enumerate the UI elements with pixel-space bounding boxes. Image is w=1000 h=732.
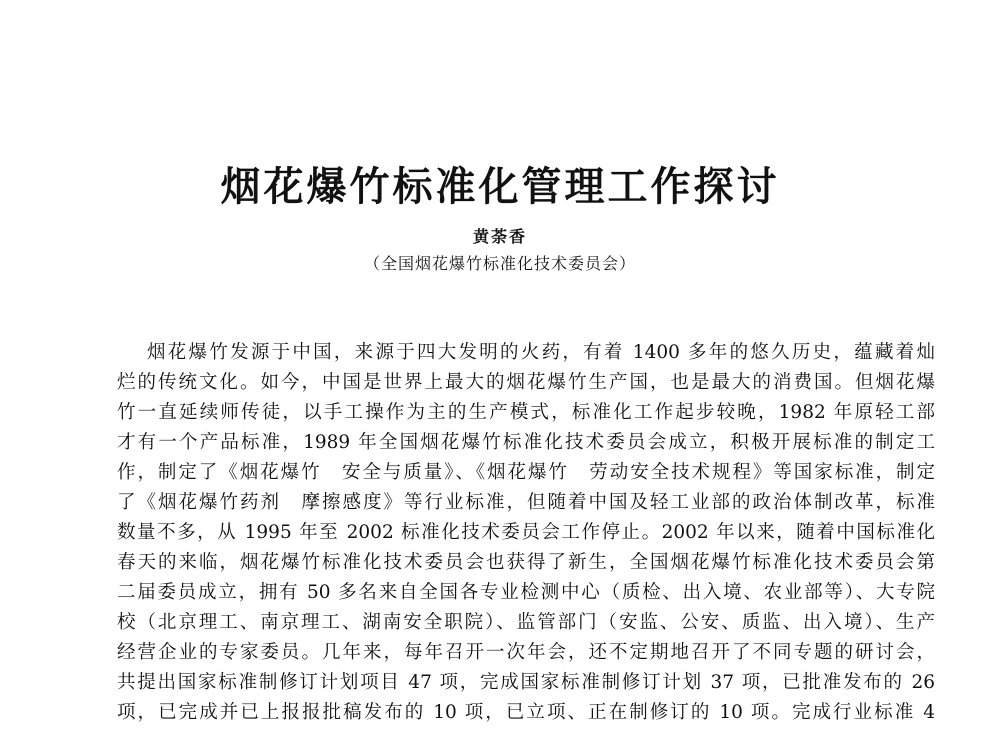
body-line: 经营企业的专家委员。几年来，每年召开一次年会，还不定期地召开了不同专题的研讨会， xyxy=(117,642,935,663)
body-line: 数量不多，从 1995 年至 2002 标准化技术委员会工作停止。2002 年以来，随着中国标准化 xyxy=(117,522,935,543)
body-line: 项，已完成并已上报报批稿发布的 10 项，已立项、正在制修订的 10 项。完成行业标准 4 xyxy=(117,702,935,723)
body-line: 才有一个产品标准，1989 年全国烟花爆竹标准化技术委员会成立，积极开展标准的制定工 xyxy=(117,432,935,453)
body-line: 了《烟花爆竹药剂 摩擦感度》等行业标准，但随着中国及轻工业部的政治体制改革，标准 xyxy=(117,492,935,513)
body-line: 校（北京理工、南京理工、湖南安全职院）、监管部门（安监、公安、质监、出入境）、生产 xyxy=(117,612,935,633)
body-line: 竹一直延续师传徒，以手工操作为主的生产模式，标准化工作起步较晚，1982 年原轻工部 xyxy=(117,402,935,423)
body-line: 春天的来临，烟花爆竹标准化技术委员会也获得了新生，全国烟花爆竹标准化技术委员会第 xyxy=(117,552,935,573)
article-body xyxy=(117,338,935,728)
body-line: 作，制定了《烟花爆竹 安全与质量》、《烟花爆竹 劳动安全技术规程》等国家标准，制定 xyxy=(117,462,935,483)
author-affiliation: （全国烟花爆竹标准化技术委员会） xyxy=(363,254,636,273)
body-line: 二届委员成立，拥有 50 多名来自全国各专业检测中心（质检、出入境、农业部等）、大专院 xyxy=(117,582,935,603)
article-title: 烟花爆竹标准化管理工作探讨 xyxy=(220,164,780,210)
body-line: 烟花爆竹发源于中国，来源于四大发明的火药，有着 1400 多年的悠久历史，蕴藏着灿 xyxy=(147,342,935,363)
body-line: 共提出国家标准制修订计划项目 47 项，完成国家标准制修订计划 37 项，已批准发布的 26 xyxy=(117,672,935,693)
body-line: 烂的传统文化。如今，中国是世界上最大的烟花爆竹生产国，也是最大的消费国。但烟花爆 xyxy=(117,372,935,393)
article-author: 黄荼香 xyxy=(472,227,527,246)
